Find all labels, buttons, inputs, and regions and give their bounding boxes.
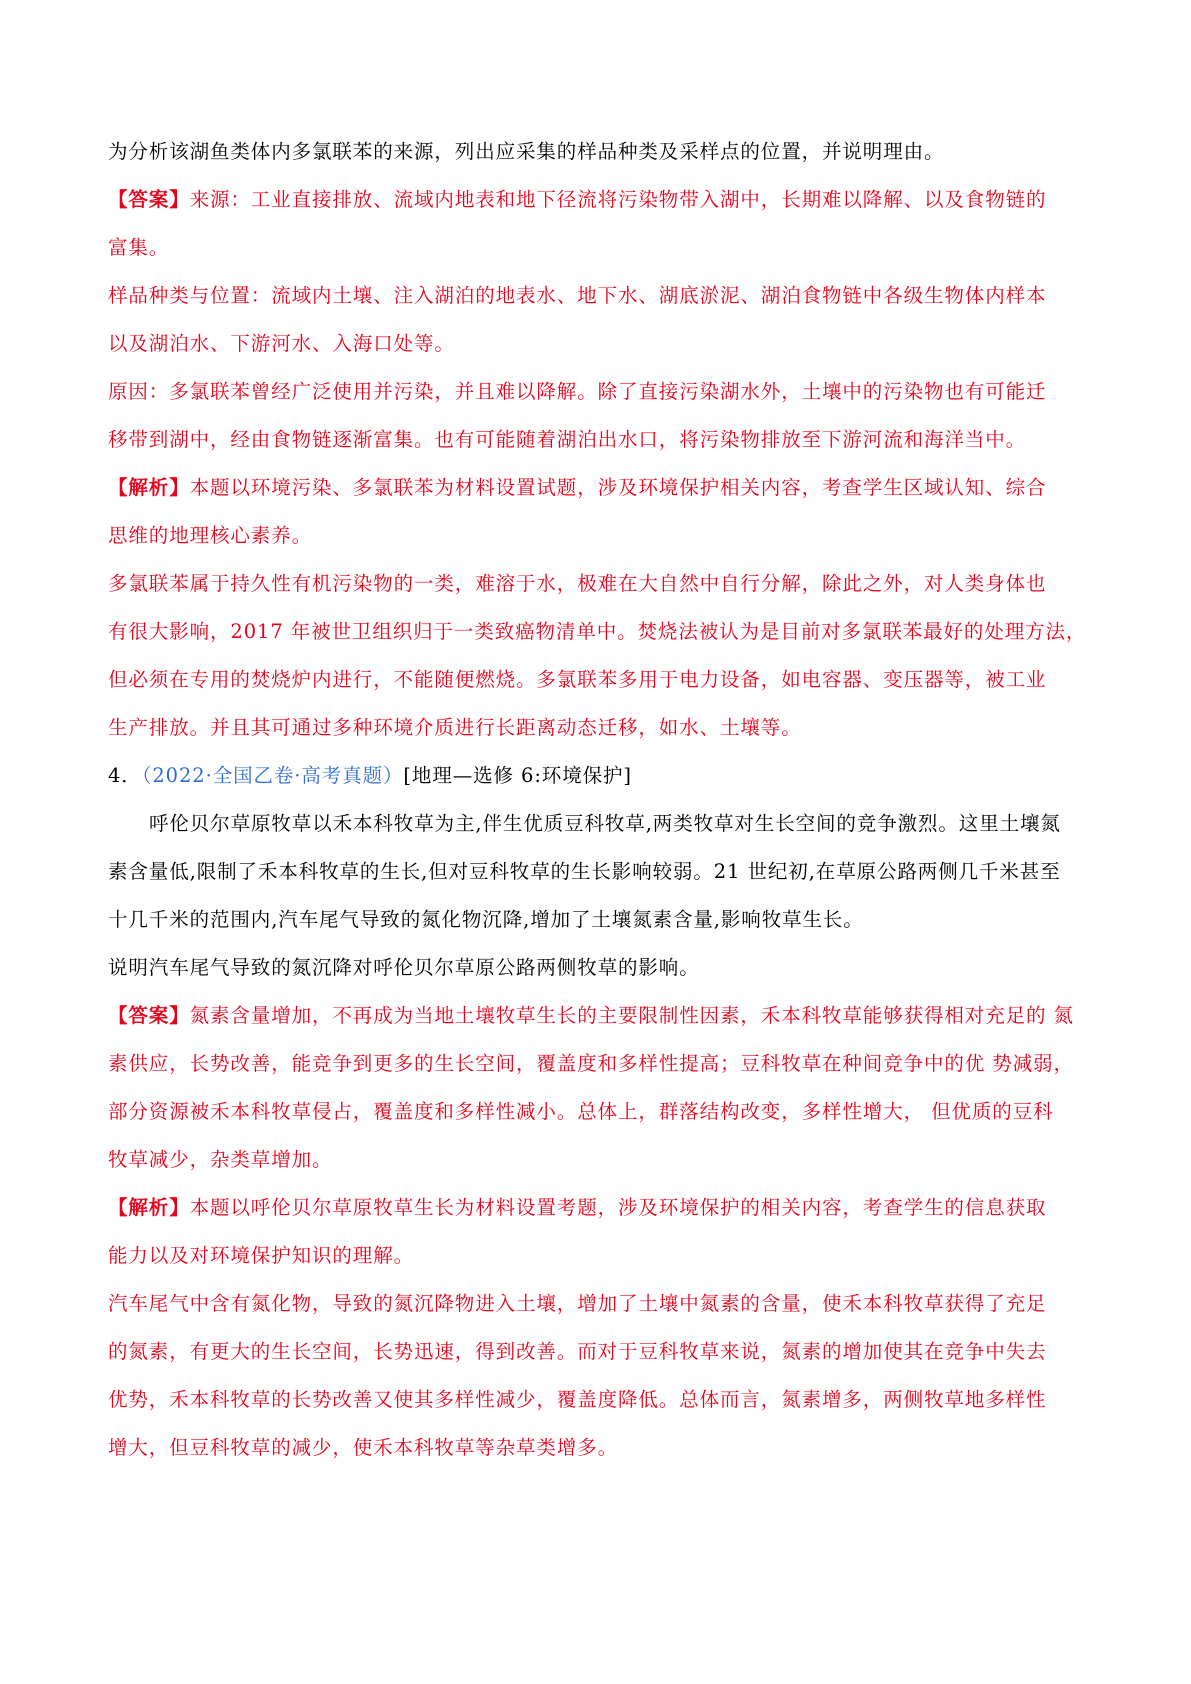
q4-explanation-line-2: 能力以及对环境保护知识的理解。 bbox=[108, 1244, 415, 1267]
q3-answer-line-4: 以及湖泊水、下游河水、入海口处等。 bbox=[108, 332, 455, 355]
q3-explanation-line-2: 思维的地理核心素养。 bbox=[108, 524, 313, 547]
answer-tag: 【答案】 bbox=[108, 188, 190, 211]
q4-explanation-line-5: 优势，禾本科牧草的长势改善又使其多样性减少，覆盖度降低。总体而言，氮素增多，两侧牧草地多样性 bbox=[108, 1388, 1047, 1411]
question-source: （2022·全国乙卷·高考真题） bbox=[141, 764, 404, 787]
q4-stem-line-1: 呼伦贝尔草原牧草以禾本科牧草为主,伴生优质豆科牧草,两类牧草对生长空间的竞争激烈。这里土壤氮 bbox=[149, 812, 1061, 835]
q4-explanation-line-6: 增大，但豆科牧草的减少，使禾本科牧草等杂草类增多。 bbox=[108, 1436, 619, 1459]
q4-stem-line-2: 素含量低,限制了禾本科牧草的生长,但对豆科牧草的生长影响较弱。21 世纪初,在草原公路两侧几千米甚至 bbox=[108, 860, 1061, 883]
q3-explanation-line-5: 但必须在专用的焚烧炉内进行，不能随便燃烧。多氯联苯多用于电力设备，如电容器、变压器等，被工业 bbox=[108, 668, 1047, 691]
q4-prompt: 说明汽车尾气导致的氮沉降对呼伦贝尔草原公路两侧牧草的影响。 bbox=[108, 956, 700, 979]
q4-answer-line-4: 牧草减少，杂类草增加。 bbox=[108, 1148, 333, 1171]
q3-answer-line-5: 原因：多氯联苯曾经广泛使用并污染，并且难以降解。除了直接污染湖水外，土壤中的污染物也有可能迁 bbox=[108, 380, 1047, 403]
q4-stem-line-3: 十几千米的范围内,汽车尾气导致的氮化物沉降,增加了土壤氮素含量,影响牧草生长。 bbox=[108, 908, 864, 931]
answer-text: 氮素含量增加，不再成为当地土壤牧草生长的主要限制性因素，禾本科牧草能够获得相对充足的 氮 bbox=[189, 1004, 1074, 1027]
q4-explanation-line-4: 的氮素，有更大的生长空间，长势迅速，得到改善。而对于豆科牧草来说，氮素的增加使其在竞争中失去 bbox=[108, 1340, 1047, 1363]
q3-explanation-line-3: 多氯联苯属于持久性有机污染物的一类，难溶于水，极难在大自然中自行分解，除此之外，对人类身体也 bbox=[108, 572, 1047, 595]
q4-explanation-line-3: 汽车尾气中含有氮化物，导致的氮沉降物进入土壤，增加了土壤中氮素的含量，使禾本科牧草获得了充足 bbox=[108, 1292, 1047, 1315]
question-number: 4． bbox=[108, 764, 142, 787]
explanation-text: 本题以呼伦贝尔草原牧草生长为材料设置考题，涉及环境保护的相关内容，考查学生的信息获取 bbox=[189, 1196, 1047, 1219]
q4-explanation-line-1 bbox=[108, 1196, 1088, 1220]
q4-answer-line-2: 素供应，长势改善，能竞争到更多的生长空间，覆盖度和多样性提高；豆科牧草在种间竞争中的优 势减弱， bbox=[108, 1052, 1074, 1075]
q3-explanation-line-1 bbox=[108, 476, 1088, 500]
q3-answer-line-6: 移带到湖中，经由食物链逐渐富集。也有可能随着湖泊出水口，将污染物排放至下游河流和海洋当中。 bbox=[108, 428, 1027, 451]
answer-tag: 【答案】 bbox=[108, 1004, 190, 1027]
explanation-tag: 【解析】 bbox=[108, 476, 190, 499]
explanation-text: 本题以环境污染、多氯联苯为材料设置试题，涉及环境保护相关内容，考查学生区域认知、综合 bbox=[189, 476, 1047, 499]
explanation-tag: 【解析】 bbox=[108, 1196, 190, 1219]
q4-answer-line-3: 部分资源被禾本科牧草侵占，覆盖度和多样性减小。总体上，群落结构改变，多样性增大， 但优质的豆科 bbox=[108, 1100, 1054, 1123]
q3-answer-line-1 bbox=[108, 188, 1088, 212]
q4-header bbox=[108, 764, 1088, 788]
question-topic: [地理—选修 6:环境保护] bbox=[403, 764, 632, 787]
answer-text: 来源：工业直接排放、流域内地表和地下径流将污染物带入湖中，长期难以降解、以及食物链的 bbox=[189, 188, 1047, 211]
q3-explanation-line-4: 有很大影响，2017 年被世卫组织归于一类致癌物清单中。焚烧法被认为是目前对多氯联苯最好的处理方法， bbox=[108, 620, 1087, 643]
q3-answer-line-3: 样品种类与位置：流域内土壤、注入湖泊的地表水、地下水、湖底淤泥、湖泊食物链中各级生物体内样本 bbox=[108, 284, 1047, 307]
q3-explanation-line-6: 生产排放。并且其可通过多种环境介质进行长距离动态迁移，如水、土壤等。 bbox=[108, 716, 802, 739]
q3-prompt: 为分析该湖鱼类体内多氯联苯的来源，列出应采集的样品种类及采样点的位置，并说明理由。 bbox=[108, 140, 945, 163]
q4-answer-line-1 bbox=[108, 1004, 1088, 1028]
q3-answer-line-2: 富集。 bbox=[108, 236, 170, 259]
